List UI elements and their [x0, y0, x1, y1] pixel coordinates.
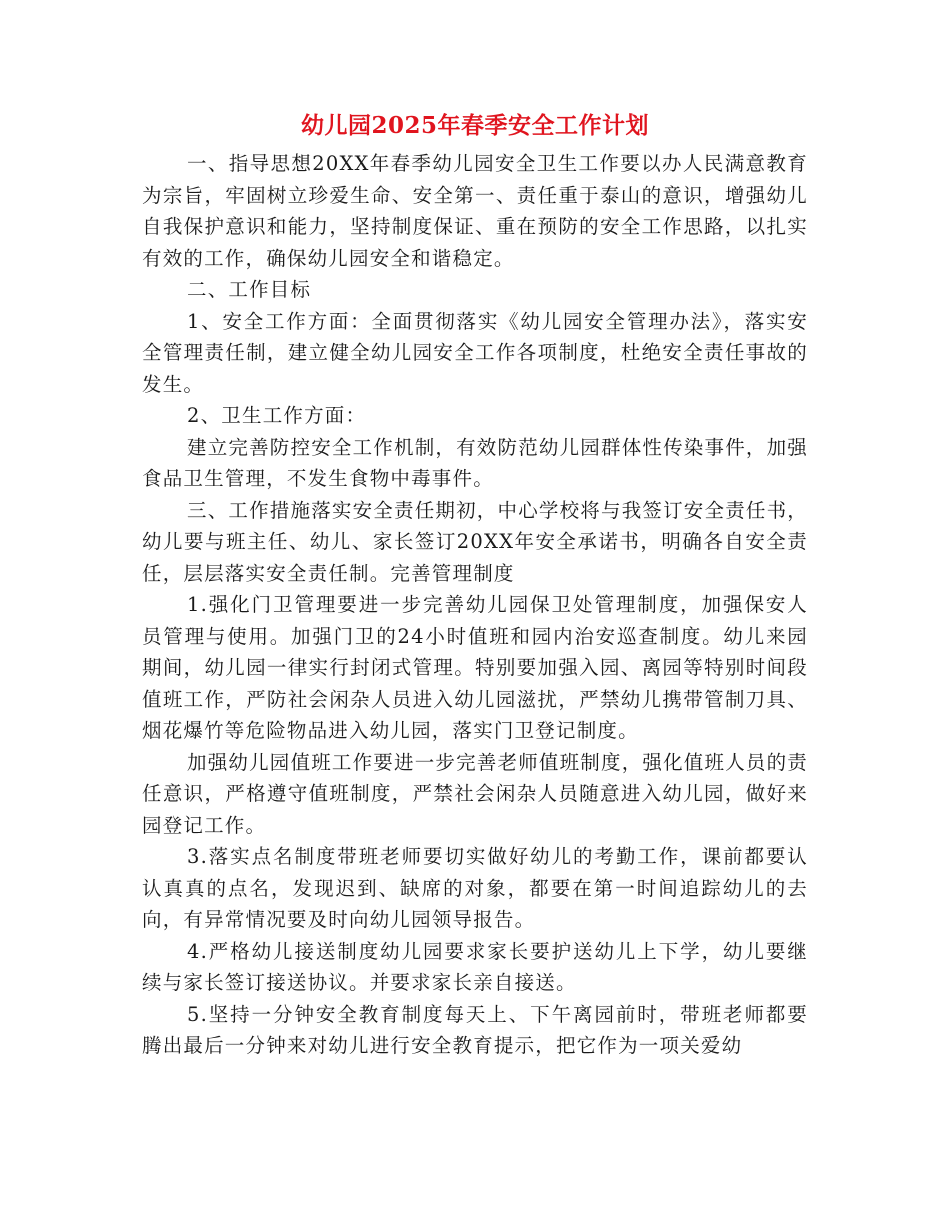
- paragraph-roll-call: 3.落实点名制度带班老师要切实做好幼儿的考勤工作，课前都要认认真真的点名，发现迟到、缺席的对象，都要在第一时间追踪幼儿的去向，有异常情况要及时向幼儿园领导报告。: [142, 845, 808, 931]
- paragraph-guiding-ideology: 一、指导思想20XX年春季幼儿园安全卫生工作要以办人民满意教育为宗旨，牢固树立珍爱生命、安全第一、责任重于泰山的意识，增强幼儿自我保护意识和能力，坚持制度保证、重在预防的安全工作思路，以扎实有效的工作，确保幼儿园安全和谐稳定。: [142, 152, 808, 270]
- paragraph-safety-goal: 1、安全工作方面：全面贯彻落实《幼儿园安全管理办法》，落实安全管理责任制，建立健全幼儿园安全工作各项制度，杜绝安全责任事故的发生。: [142, 309, 808, 396]
- paragraph-gate-management: 1.强化门卫管理要进一步完善幼儿园保卫处管理制度，加强保安人员管理与使用。加强门卫的24小时值班和园内治安巡查制度。幼儿来园期间，幼儿园一律实行封闭式管理。特别要加强入园、离园等特别时间段值班工作，严防社会闲杂人员进入幼儿园滋扰，严禁幼儿携带管制刀具、烟花爆竹等危险物品进入幼儿园，落实门卫登记制度。: [142, 593, 808, 742]
- document-title: 幼儿园2025年春季安全工作计划: [300, 112, 649, 139]
- document-body: [142, 148, 808, 1062]
- paragraph-hygiene-goal: 建立完善防控安全工作机制，有效防范幼儿园群体性传染事件，加强食品卫生管理，不发生食物中毒事件。: [142, 435, 809, 490]
- paragraph-pickup-system: 4.严格幼儿接送制度幼儿园要求家长要护送幼儿上下学，幼儿要继续与家长签订接送协议。并要求家长亲自接送。: [142, 939, 808, 994]
- paragraph-one-minute-education: 5.坚持一分钟安全教育制度每天上、下午离园前时，带班老师都要腾出最后一分钟来对幼儿进行安全教育提示，把它作为一项关爱幼: [142, 1002, 808, 1057]
- paragraph-work-goals-heading: 二、工作目标: [187, 278, 312, 301]
- paragraph-work-measures: 三、工作措施落实安全责任期初，中心学校将与我签订安全责任书，幼儿要与班主任、幼儿、家长签订20XX年安全承诺书，明确各自安全责任，层层落实安全责任制。完善管理制度: [142, 498, 809, 585]
- paragraph-hygiene-goal-heading: 2、卫生工作方面：: [187, 404, 367, 427]
- paragraph-duty-work: 加强幼儿园值班工作要进一步完善老师值班制度，强化值班人员的责任意识，严格遵守值班制度，严禁社会闲杂人员随意进入幼儿园，做好来园登记工作。: [142, 750, 809, 837]
